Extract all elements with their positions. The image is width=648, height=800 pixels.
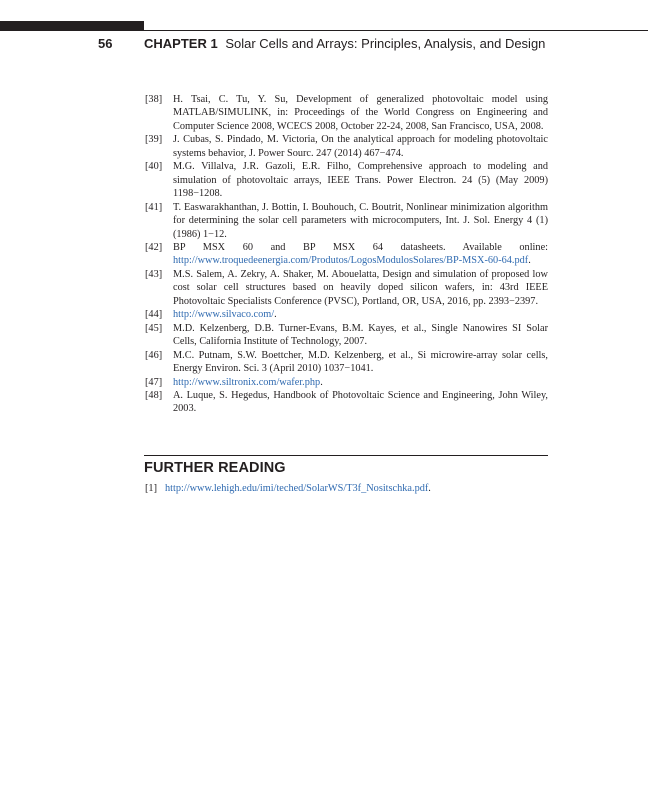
reference-item [145, 349, 548, 376]
reference-number: [44] [145, 309, 163, 321]
reference-citation: BP MSX 60 and BP MSX 64 datasheets. Available online: [173, 241, 548, 253]
reference-citation: T. Easwarakhanthan, J. Bottin, I. Bouhouch, C. Boutrit, Nonlinear minimization algorithm for determining the solar cell parameters with microcomputers, Int. J. Sol. Energy 4 (1) (1986) 1−12. [173, 201, 548, 240]
reference-item [145, 160, 548, 200]
reference-citation: M.G. Villalva, J.R. Gazoli, E.R. Filho, Comprehensive approach to modeling and simulation of photovoltaic arrays, IEEE Trans. Power Electron. 24 (5) (May 2009) 1198−1208. [173, 161, 548, 200]
reference-number: [38] [145, 94, 163, 105]
reference-number: [39] [145, 134, 163, 146]
reference-number: [42] [145, 241, 163, 253]
reference-item [145, 482, 548, 495]
reference-link[interactable]: http://www.siltronix.com/wafer.php [173, 376, 321, 388]
header-bar-decoration [0, 21, 144, 31]
chapter-label: CHAPTER 1 [144, 36, 218, 51]
reference-citation: M.S. Salem, A. Zekry, A. Shaker, M. Abouelatta, Design and simulation of proposed low cost solar cell structures based on heavily doped silicon wafers, in: 43rd IEEE Photovoltaic Specialists Conference (PVSC), Portland, OR, USA, 2016, pp. 2393−2397. [173, 268, 548, 307]
reference-citation: A. Luque, S. Hegedus, Handbook of Photovoltaic Science and Engineering, John Wiley, 2003. [173, 389, 548, 415]
reference-item [145, 201, 548, 241]
reference-punctuation: . [528, 255, 531, 267]
reference-item [145, 93, 548, 133]
reference-list [145, 93, 548, 416]
reference-number: [40] [145, 161, 163, 173]
reference-item [145, 389, 548, 416]
header-rule [144, 30, 648, 31]
reference-item [145, 133, 548, 160]
reference-link[interactable]: http://www.lehigh.edu/imi/teched/SolarWS/T3f_Nositschka.pdf [165, 483, 429, 494]
reference-number: [45] [145, 322, 163, 334]
reference-text [173, 201, 548, 241]
reference-text [173, 160, 548, 200]
reference-text [173, 93, 548, 133]
reference-text [173, 268, 548, 308]
reference-number: [41] [145, 201, 163, 213]
reference-item [145, 376, 548, 389]
reference-item [145, 241, 548, 268]
further-reading-title: FURTHER READING [144, 460, 286, 476]
reference-citation: J. Cubas, S. Pindado, M. Victoria, On the analytical approach for modeling photovoltaic systems behavior, J. Power Sourc. 247 (2014) 467−474. [173, 134, 548, 159]
reference-punctuation: . [320, 376, 323, 388]
reference-number: [47] [145, 376, 163, 388]
reference-number: [46] [145, 349, 163, 361]
reference-punctuation: . [274, 309, 277, 321]
reference-item [145, 308, 548, 321]
reference-text [173, 308, 548, 321]
reference-item [145, 322, 548, 349]
reference-text [165, 482, 540, 495]
reference-citation: H. Tsai, C. Tu, Y. Su, Development of generalized photovoltaic model using MATLAB/SIMULINK, in: Proceedings of the World Congress on Engineering and Computer Science 2008, WCECS 2008, October 22-24, 2008, San Francisco, USA, 2008. [173, 94, 548, 132]
reference-item [145, 268, 548, 308]
page-number: 56 [98, 36, 113, 51]
reference-link[interactable]: http://www.troquedeenergia.com/Produtos/LogosModulosSolares/BP-MSX-60-64.pdf [173, 255, 529, 267]
reference-number: [48] [145, 389, 163, 401]
reference-number: [43] [145, 268, 163, 280]
reference-text [173, 376, 548, 389]
reference-text [173, 389, 548, 416]
reference-text [173, 241, 548, 268]
reference-citation: M.C. Putnam, S.W. Boettcher, M.D. Kelzenberg, et al., Si microwire-array solar cells, Energy Environ. Sci. 3 (April 2010) 1037−1041. [173, 349, 548, 375]
chapter-heading [144, 36, 545, 52]
reference-text [173, 349, 548, 376]
reference-punctuation: . [428, 483, 431, 494]
reference-number: [1] [145, 483, 158, 494]
chapter-title: Solar Cells and Arrays: Principles, Analysis, and Design [225, 36, 546, 51]
reference-link[interactable]: http://www.silvaco.com/ [173, 309, 275, 321]
reference-citation: M.D. Kelzenberg, D.B. Turner-Evans, B.M. Kayes, et al., Single Nanowires SI Solar Cells, California Institute of Technology, 2007. [173, 322, 548, 348]
reference-text [173, 322, 548, 349]
further-reading-rule [144, 455, 548, 456]
further-reading-list [145, 482, 548, 495]
reference-text [173, 133, 548, 160]
running-header [0, 36, 648, 52]
